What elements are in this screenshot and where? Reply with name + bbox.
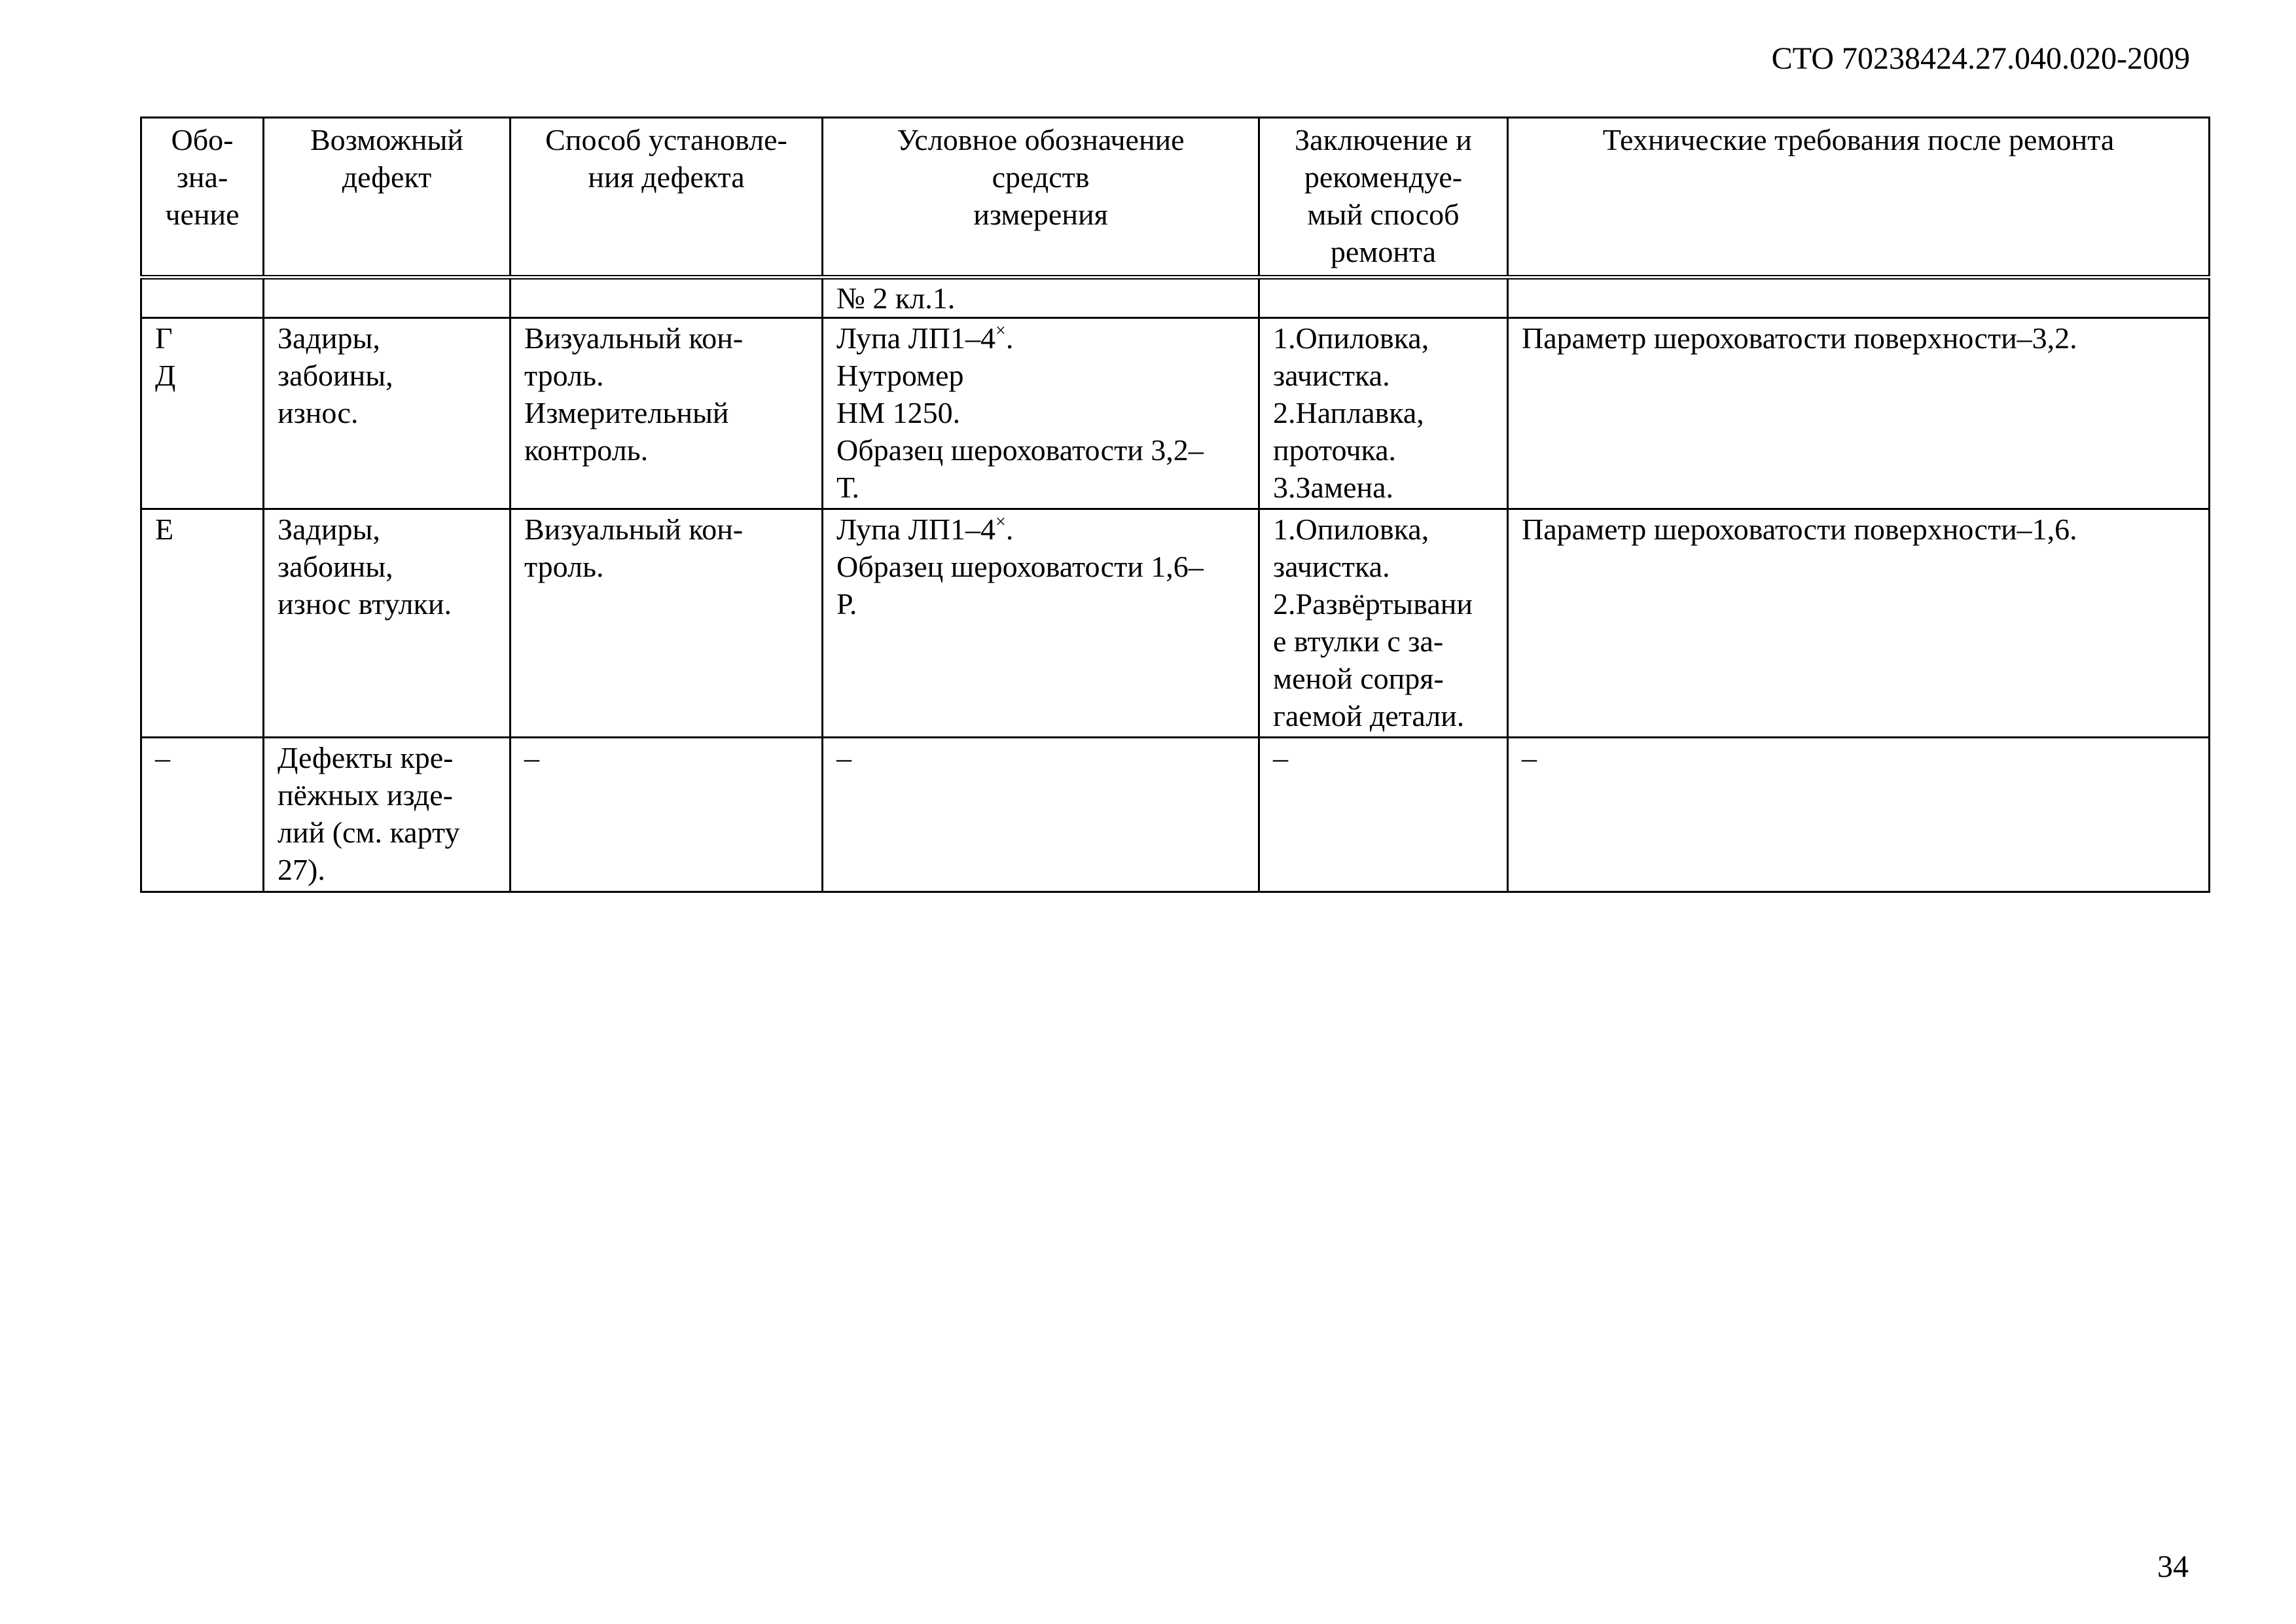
table-cell	[1508, 278, 2210, 318]
table-header-row	[141, 118, 2210, 278]
repair-cell: –	[1259, 738, 1508, 892]
header-instruments: Условное обозначение средств измерения	[823, 118, 1259, 278]
magnification-mark: ×	[996, 512, 1006, 532]
detection-method-cell: Визуальный кон- троль. Измерительный контроль.	[511, 318, 823, 509]
header-requirements: Технические требования после ремонта	[1508, 118, 2210, 278]
header-defect: Возможный дефект	[264, 118, 511, 278]
table-row	[141, 509, 2210, 738]
repair-cell: 1.Опиловка, зачистка. 2.Развёртывани е втулки с за- меной сопря- гаемой детали.	[1259, 509, 1508, 738]
detection-method-cell: –	[511, 738, 823, 892]
detection-method-cell: Визуальный кон- троль.	[511, 509, 823, 738]
designation-cell: –	[141, 738, 264, 892]
table-cell	[141, 278, 264, 318]
instruments-cell: –	[823, 738, 1259, 892]
instruments-cell	[823, 318, 1259, 509]
defect-cell: Дефекты кре- пёжных изде- лий (см. карту 27).	[264, 738, 511, 892]
defect-cell: Задиры, забоины, износ втулки.	[264, 509, 511, 738]
table-cell	[264, 278, 511, 318]
defect-cell: Задиры, забоины, износ.	[264, 318, 511, 509]
instruments-cell	[823, 509, 1259, 738]
magnification-mark: ×	[996, 321, 1006, 341]
designation-cell: Г Д	[141, 318, 264, 509]
header-repair: Заключение и рекомендуе- мый способ ремонта	[1259, 118, 1508, 278]
requirements-cell: Параметр шероховатости поверхности–1,6.	[1508, 509, 2210, 738]
defect-table	[140, 117, 2210, 893]
requirements-cell: Параметр шероховатости поверхности–3,2.	[1508, 318, 2210, 509]
instruments-text: Лупа ЛП1–4	[836, 321, 996, 355]
table-cell	[511, 278, 823, 318]
page-number: 34	[2157, 1549, 2189, 1584]
header-designation: Обо- зна- чение	[141, 118, 264, 278]
table-row	[141, 738, 2210, 892]
continuation-row	[141, 278, 2210, 318]
repair-cell: 1.Опиловка, зачистка. 2.Наплавка, проточка. 3.Замена.	[1259, 318, 1508, 509]
instruments-text: . Образец шероховатости 1,6– Р.	[836, 513, 1204, 621]
table-cell	[1259, 278, 1508, 318]
instruments-text: . Нутромер НМ 1250. Образец шероховатости 3,2– Т.	[836, 321, 1204, 504]
table-cell: № 2 кл.1.	[823, 278, 1259, 318]
requirements-cell: –	[1508, 738, 2210, 892]
designation-cell: Е	[141, 509, 264, 738]
document-code: СТО 70238424.27.040.020-2009	[1771, 41, 2190, 76]
table-row	[141, 318, 2210, 509]
instruments-text: Лупа ЛП1–4	[836, 513, 996, 546]
header-detection-method: Способ установле- ния дефекта	[511, 118, 823, 278]
